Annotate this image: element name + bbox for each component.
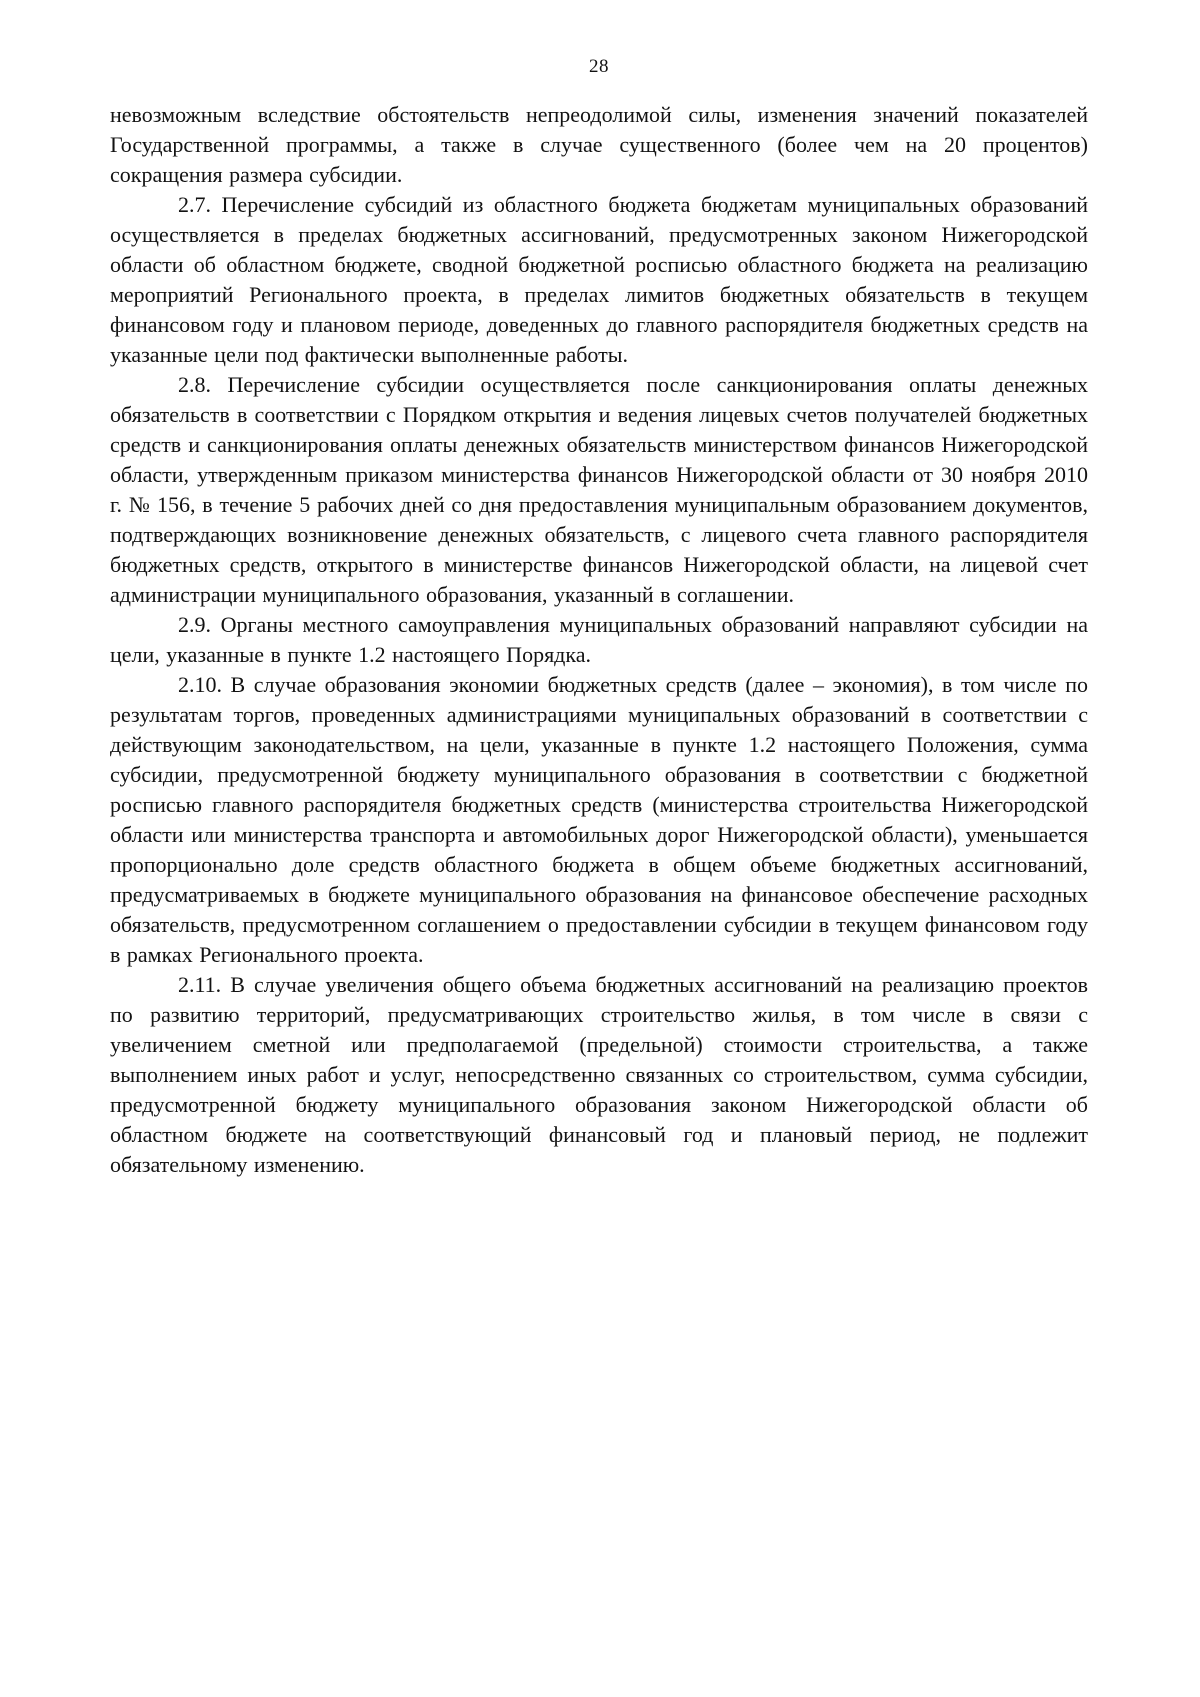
paragraph-2-11: 2.11. В случае увеличения общего объема бюджетных ассигнований на реализацию проектов по развитию территорий, предусматривающих строительство жилья, в том числе в связи с увеличением сметной или предполагаемой (предельной) стоимости строительства, а также выполнением иных работ и услуг, непосредственно связанных со строительством, сумма субсидии, предусмотренной бюджету муниципального образования законом Нижегородской области об областном бюджете на соответствующий финансовый год и плановый период, не подлежит обязательному изменению. [110, 972, 1088, 1177]
paragraph-continuation: невозможным вследствие обстоятельств непреодолимой силы, изменения значений показателей Государственной программы, а также в случае существенного (более чем на 20 процентов) сокращения размера субсидии. [110, 102, 1088, 187]
paragraph-2-8: 2.8. Перечисление субсидии осуществляется после санкционирования оплаты денежных обязательств в соответствии с Порядком открытия и ведения лицевых счетов получателей бюджетных средств и санкционирования оплаты денежных обязательств министерством финансов Нижегородской области, утвержденным приказом министерства финансов Нижегородской области от 30 ноября 2010 г. № 156, в течение 5 рабочих дней со дня предоставления муниципальным образованием документов, подтверждающих возникновение денежных обязательств, с лицевого счета главного распорядителя бюджетных средств, открытого в министерстве финансов Нижегородской области, на лицевой счет администрации муниципального образования, указанный в соглашении. [110, 372, 1088, 607]
paragraph-2-10: 2.10. В случае образования экономии бюджетных средств (далее – экономия), в том числе по результатам торгов, проведенных администрациями муниципальных образований в соответствии с действующим законодательством, на цели, указанные в пункте 1.2 настоящего Положения, сумма субсидии, предусмотренной бюджету муниципального образования в соответствии с бюджетной росписью главного распорядителя бюджетных средств (министерства строительства Нижегородской области или министерства транспорта и автомобильных дорог Нижегородской области), уменьшается пропорционально доле средств областного бюджета в общем объеме бюджетных ассигнований, предусматриваемых в бюджете муниципального образования на финансовое обеспечение расходных обязательств, предусмотренном соглашением о предоставлении субсидии в текущем финансовом году в рамках Регионального проекта. [110, 672, 1088, 967]
paragraph-2-9: 2.9. Органы местного самоуправления муниципальных образований направляют субсидии на цели, указанные в пункте 1.2 настоящего Порядка. [110, 612, 1088, 667]
page-number: 28 [589, 56, 609, 77]
paragraph-2-7: 2.7. Перечисление субсидий из областного бюджета бюджетам муниципальных образований осуществляется в пределах бюджетных ассигнований, предусмотренных законом Нижегородской области об областном бюджете, сводной бюджетной росписью областного бюджета на реализацию мероприятий Регионального проекта, в пределах лимитов бюджетных обязательств в текущем финансовом году и плановом периоде, доведенных до главного распорядителя бюджетных средств на указанные цели под фактически выполненные работы. [110, 192, 1088, 367]
document-body [110, 100, 1088, 1180]
